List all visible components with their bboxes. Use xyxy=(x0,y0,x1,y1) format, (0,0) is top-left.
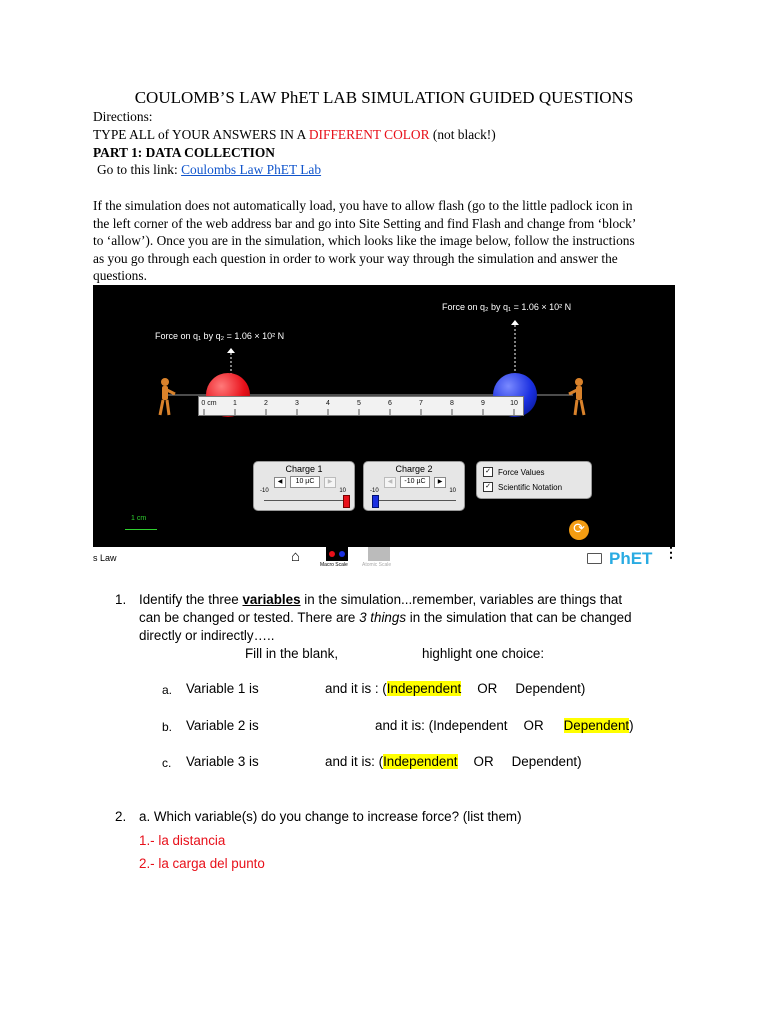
charge1-panel xyxy=(253,461,355,511)
fill-blank-label: Fill in the blank, xyxy=(245,646,339,661)
q1-text xyxy=(139,591,679,645)
phet-lab-link[interactable]: Coulombs Law PhET Lab xyxy=(181,162,322,177)
paragraph-line: as you go through each question in order to work your way through the simulation and answer the xyxy=(93,250,618,266)
ruler[interactable] xyxy=(198,396,524,416)
simulation-navbar xyxy=(93,546,678,571)
atomic-scale-label: Atomic Scale xyxy=(362,562,392,568)
ruler-label: 1 xyxy=(233,400,237,407)
macro-scale-icon[interactable] xyxy=(326,547,348,561)
checkbox-checked-icon[interactable]: ✓ xyxy=(483,467,493,477)
q1a-choice xyxy=(325,680,585,698)
charge1-label: Charge 1 xyxy=(285,464,323,474)
q1-line1 xyxy=(139,591,679,609)
charge1-decrease-button[interactable]: ◀ xyxy=(274,477,286,488)
right-person-icon xyxy=(567,377,589,419)
paragraph-line: questions. xyxy=(93,268,147,283)
charge2-min: -10 xyxy=(370,488,379,494)
ruler-label: 8 xyxy=(450,400,454,407)
document-title: COULOMB’S LAW PhET LAB SIMULATION GUIDED QUESTIONS xyxy=(134,88,634,107)
q1a-or: OR xyxy=(477,681,498,696)
reset-icon[interactable]: ⟳ xyxy=(569,520,589,540)
phet-logo: PhET xyxy=(609,549,653,568)
instructions-paragraph xyxy=(93,197,683,285)
charge1-increase-button[interactable]: ▶ xyxy=(324,477,336,488)
ruler-label: 3 xyxy=(295,400,299,407)
q1-line3: directly or indirectly….. xyxy=(139,628,275,643)
q2-answer-2[interactable]: 2.- la carga del punto xyxy=(139,856,265,871)
paragraph-line: If the simulation does not automatically load, you have to allow flash (go to the little padlock icon in xyxy=(93,198,633,213)
charge1-slider-track[interactable] xyxy=(264,500,346,501)
force-values-label: Force Values xyxy=(498,467,545,477)
charge2-value: -10 µC xyxy=(400,476,430,488)
directions-label: Directions: xyxy=(93,109,153,124)
force-label-q2: Force on q₂ by q₁ = 1.06 × 10² N xyxy=(442,302,572,312)
checkbox-checked-icon[interactable]: ✓ xyxy=(483,482,493,492)
ruler-label: 5 xyxy=(357,400,361,407)
highlight-choice-label: highlight one choice: xyxy=(422,646,545,661)
ruler-label: 4 xyxy=(326,400,330,407)
more-vertical-icon[interactable]: ⋮ xyxy=(664,546,678,561)
q1a-label: Variable 1 is xyxy=(186,681,259,696)
link-prefix: Go to this link: xyxy=(97,162,182,177)
q1a-dependent[interactable]: Dependent xyxy=(515,681,581,696)
q1a-close: ) xyxy=(580,681,586,696)
instruction-prefix: TYPE ALL of YOUR ANSWERS IN A xyxy=(93,127,309,142)
q1c-and: and it is: ( xyxy=(325,754,384,769)
q1c-close: ) xyxy=(577,754,582,769)
charge2-label: Charge 2 xyxy=(395,464,433,474)
macro-scale-label: Macro Scale xyxy=(320,562,348,568)
q1b-dependent[interactable]: Dependent xyxy=(563,718,630,733)
q1a-independent[interactable]: Independent xyxy=(386,681,462,696)
q1-line1-c: in the simulation...remember, variables are things that xyxy=(300,592,623,607)
q1b-label: Variable 2 is xyxy=(186,718,259,733)
q1c-dependent[interactable]: Dependent xyxy=(511,754,578,769)
paragraph-line: the left corner of the web address bar and go into Site Setting and find Flash and change from ‘block’ xyxy=(93,215,637,231)
q1b-or: OR xyxy=(523,718,544,733)
simulation-screenshot xyxy=(93,285,675,547)
force-values-option[interactable] xyxy=(483,467,545,477)
home-icon[interactable]: ⌂ xyxy=(291,549,301,565)
charge2-slider-thumb[interactable] xyxy=(372,495,379,508)
q1-line2 xyxy=(139,609,679,627)
scale-label: 1 cm xyxy=(131,515,147,522)
instruction-line xyxy=(93,126,496,144)
q1-line2-c: in the simulation that can be changed xyxy=(406,610,632,625)
charge2-decrease-button[interactable]: ◀ xyxy=(384,477,396,488)
display-options-panel xyxy=(476,461,592,499)
q1-number: 1. xyxy=(115,592,127,607)
ruler-label: 6 xyxy=(388,400,392,407)
charge1-max: 10 xyxy=(339,488,346,494)
left-person-icon xyxy=(155,377,177,419)
charge2-increase-button[interactable]: ▶ xyxy=(434,477,446,488)
charge2-slider-track[interactable] xyxy=(374,500,456,501)
q1c-letter: c. xyxy=(162,756,172,770)
charge1-min: -10 xyxy=(260,488,269,494)
paragraph-line: to ‘allow’). Once you are in the simulation, which looks like the image below, follow the instructions xyxy=(93,233,635,248)
scale-bar xyxy=(125,529,157,530)
q1c-or: OR xyxy=(473,754,494,769)
instruction-colored: DIFFERENT COLOR xyxy=(308,127,430,142)
force-label-q1: Force on q₁ by q₂ = 1.06 × 10² N xyxy=(155,331,285,341)
sim-title-fragment: s Law xyxy=(93,553,117,563)
q2-answer-1[interactable]: 1.- la distancia xyxy=(139,833,226,848)
q1-line2-a: can be changed or tested. There are xyxy=(139,610,360,625)
ruler-label: 0 cm xyxy=(201,400,217,407)
ruler-label: 9 xyxy=(481,400,485,407)
q1a-letter: a. xyxy=(162,683,173,697)
part1-heading: PART 1: DATA COLLECTION xyxy=(93,145,275,160)
ruler-ticks xyxy=(199,409,523,415)
ruler-label: 7 xyxy=(419,400,423,407)
q1b-letter: b. xyxy=(162,720,173,734)
ruler-label: 10 xyxy=(510,400,518,407)
q2-number: 2. xyxy=(115,809,127,824)
ruler-label: 2 xyxy=(264,400,268,407)
q1b-choice xyxy=(375,717,634,735)
q1c-choice xyxy=(325,753,582,771)
q1c-label: Variable 3 is xyxy=(186,754,259,769)
q1-variables-word: variables xyxy=(242,592,301,607)
link-line xyxy=(97,161,321,179)
charge1-slider-thumb[interactable] xyxy=(343,495,350,508)
charge2-max: 10 xyxy=(449,488,456,494)
q1-3-things: 3 things xyxy=(359,610,407,625)
charge2-panel xyxy=(363,461,465,511)
q2-text: a. Which variable(s) do you change to increase force? (list them) xyxy=(139,809,522,824)
scientific-notation-option[interactable] xyxy=(483,482,562,492)
charge1-value: 10 µC xyxy=(290,476,320,488)
scientific-notation-label: Scientific Notation xyxy=(498,482,563,492)
q1b-and: and it is: ( xyxy=(375,718,434,733)
q1b-close: ) xyxy=(629,718,634,733)
q1-line1-a: Identify the three xyxy=(139,592,243,607)
q1b-independent[interactable]: Independent xyxy=(433,718,508,733)
instruction-suffix: (not black!) xyxy=(429,127,496,142)
keyboard-icon[interactable] xyxy=(587,553,602,564)
atomic-scale-icon[interactable] xyxy=(368,547,390,561)
q1a-and: and it is : ( xyxy=(325,681,387,696)
q1c-independent[interactable]: Independent xyxy=(383,754,458,769)
